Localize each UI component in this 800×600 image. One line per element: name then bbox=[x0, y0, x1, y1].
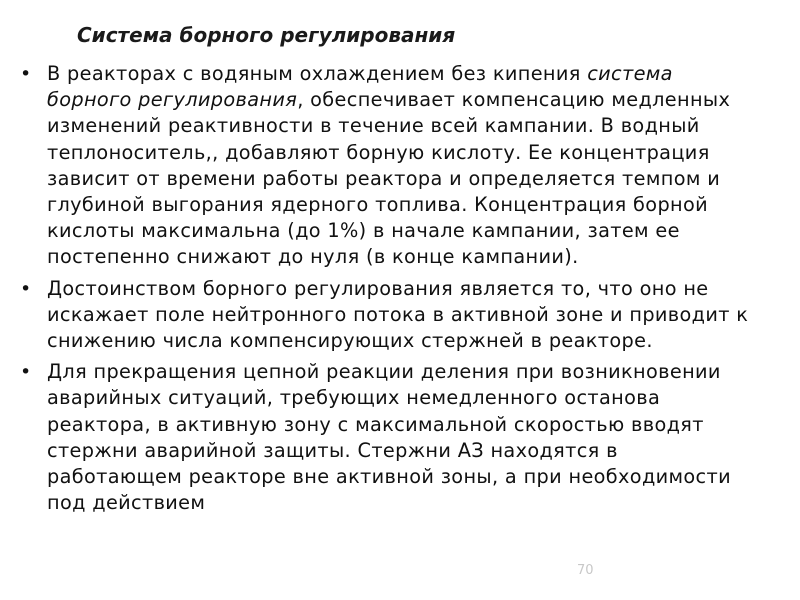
bullet-text-segment: Для прекращения цепной реакции деления при возникновении аварийных ситуаций, требующих немедленного останова реактора, в активную зону с максимальной скоростью вводят стержни аварийной защиты. Стержни АЗ находятся в работающем реакторе вне активной зоны, а при необходимости под действием bbox=[47, 360, 731, 515]
slide-title: Система борного регулирования bbox=[77, 23, 456, 47]
bullet-marker: • bbox=[20, 361, 32, 384]
bullet-marker: • bbox=[20, 63, 32, 85]
bullet-marker: • bbox=[20, 277, 32, 300]
bullet-item-3 bbox=[0, 359, 800, 516]
bullet-text-segment: В реакторах с водяным охлаждением без кипения bbox=[47, 62, 588, 85]
bullet-item-1 bbox=[0, 61, 800, 271]
bullet-text-segment: Достоинством борного регулирования является то, что оно не искажает поле нейтронного потока в активной зоне и приводит к снижению числа компенсирующих стержней в реакторе. bbox=[47, 276, 749, 353]
bullet-text-italic-term: система борного регулирования bbox=[47, 62, 673, 112]
page-number: 70 bbox=[577, 563, 594, 578]
bullet-item-2 bbox=[0, 276, 800, 355]
bullet-list bbox=[0, 61, 800, 521]
bullet-text-segment: , обеспечивает компенсацию медленных изменений реактивности в течение всей кампании. В водный теплоноситель,, добавляют борную кислоту. Ее концентрация зависит от времени работы реактора и определяется темпом и глубиной выгорания ядерного топлива. Концентрация борной кислоты максимальна (до 1%) в начале кампании, затем ее постепенно снижают до нуля (в конце кампании). bbox=[47, 88, 731, 269]
